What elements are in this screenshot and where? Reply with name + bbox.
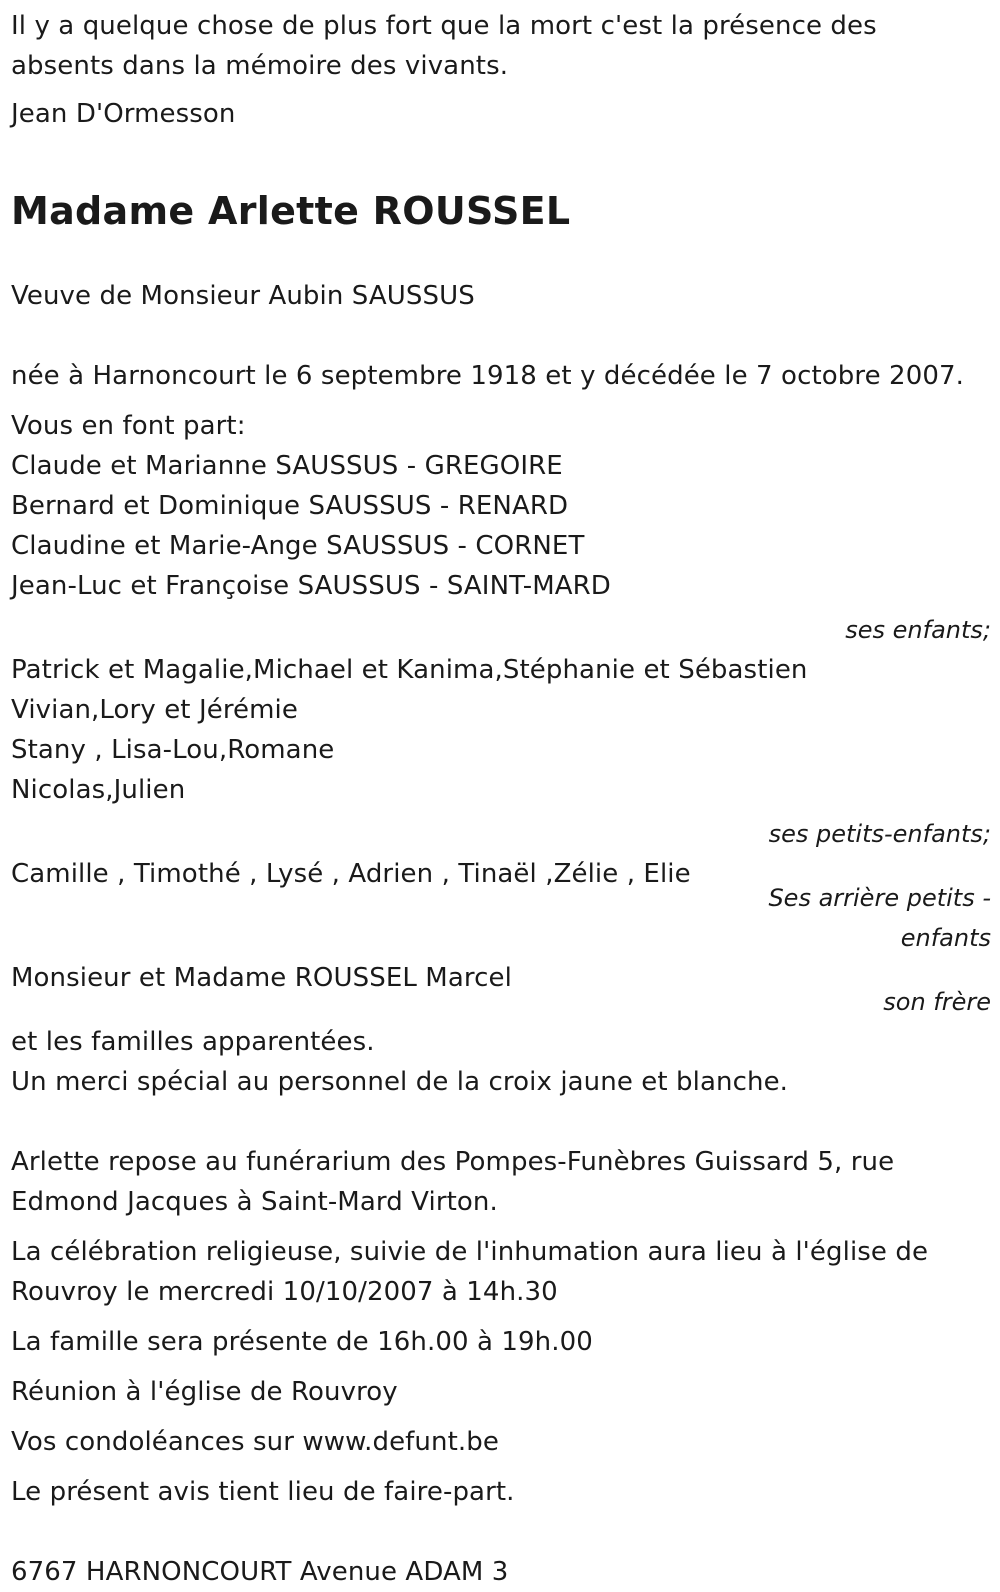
child-entry: Jean-Luc et Françoise SAUSSUS - SAINT-MARD bbox=[11, 571, 611, 601]
grandchild-entry: Nicolas,Julien bbox=[11, 775, 186, 805]
condolences-line: Vos condoléances sur www.defunt.be bbox=[11, 1427, 499, 1457]
child-entry: Claude et Marianne SAUSSUS - GREGOIRE bbox=[11, 451, 563, 481]
brother-label: son frère bbox=[883, 988, 991, 1016]
announce-intro: Vous en font part: bbox=[11, 411, 246, 441]
brother: Monsieur et Madame ROUSSEL Marcel bbox=[11, 963, 512, 993]
ceremony-line-2: Rouvroy le mercredi 10/10/2007 à 14h.30 bbox=[11, 1277, 558, 1307]
child-entry: Bernard et Dominique SAUSSUS - RENARD bbox=[11, 491, 569, 521]
birth-death: née à Harnoncourt le 6 septembre 1918 et y décédée le 7 octobre 2007. bbox=[11, 361, 964, 391]
grandchild-entry: Patrick et Magalie,Michael et Kanima,Stéphanie et Sébastien bbox=[11, 655, 808, 685]
thanks-line: Un merci spécial au personnel de la croix jaune et blanche. bbox=[11, 1067, 789, 1097]
child-entry: Claudine et Marie-Ange SAUSSUS - CORNET bbox=[11, 531, 585, 561]
address-line: 6767 HARNONCOURT Avenue ADAM 3 bbox=[11, 1557, 509, 1587]
rest-line-2: Edmond Jacques à Saint-Mard Virton. bbox=[11, 1187, 498, 1217]
grandchildren-label: ses petits-enfants; bbox=[768, 820, 991, 848]
children-label: ses enfants; bbox=[845, 616, 991, 644]
family-present: La famille sera présente de 16h.00 à 19h.00 bbox=[11, 1327, 593, 1357]
widow-of: Veuve de Monsieur Aubin SAUSSUS bbox=[11, 281, 475, 311]
great-grandchildren: Camille , Timothé , Lysé , Adrien , Tinaël ,Zélie , Elie bbox=[11, 859, 691, 889]
meeting-line: Réunion à l'église de Rouvroy bbox=[11, 1377, 398, 1407]
deceased-name: Madame Arlette ROUSSEL bbox=[11, 189, 571, 233]
obituary-notice bbox=[11, 0, 991, 1592]
ceremony-line-1: La célébration religieuse, suivie de l'inhumation aura lieu à l'église de bbox=[11, 1237, 929, 1267]
quote-line-2: absents dans la mémoire des vivants. bbox=[11, 51, 509, 81]
quote-line-1: Il y a quelque chose de plus fort que la mort c'est la présence des bbox=[11, 11, 877, 41]
notice-line: Le présent avis tient lieu de faire-part. bbox=[11, 1477, 515, 1507]
grandchild-entry: Vivian,Lory et Jérémie bbox=[11, 695, 298, 725]
rest-line-1: Arlette repose au funérarium des Pompes-Funèbres Guissard 5, rue bbox=[11, 1147, 895, 1177]
great-grandchildren-label-2: enfants bbox=[900, 924, 991, 952]
quote-author: Jean D'Ormesson bbox=[11, 99, 236, 129]
families-line: et les familles apparentées. bbox=[11, 1027, 375, 1057]
grandchild-entry: Stany , Lisa-Lou,Romane bbox=[11, 735, 335, 765]
great-grandchildren-label-1: Ses arrière petits - bbox=[768, 884, 991, 912]
